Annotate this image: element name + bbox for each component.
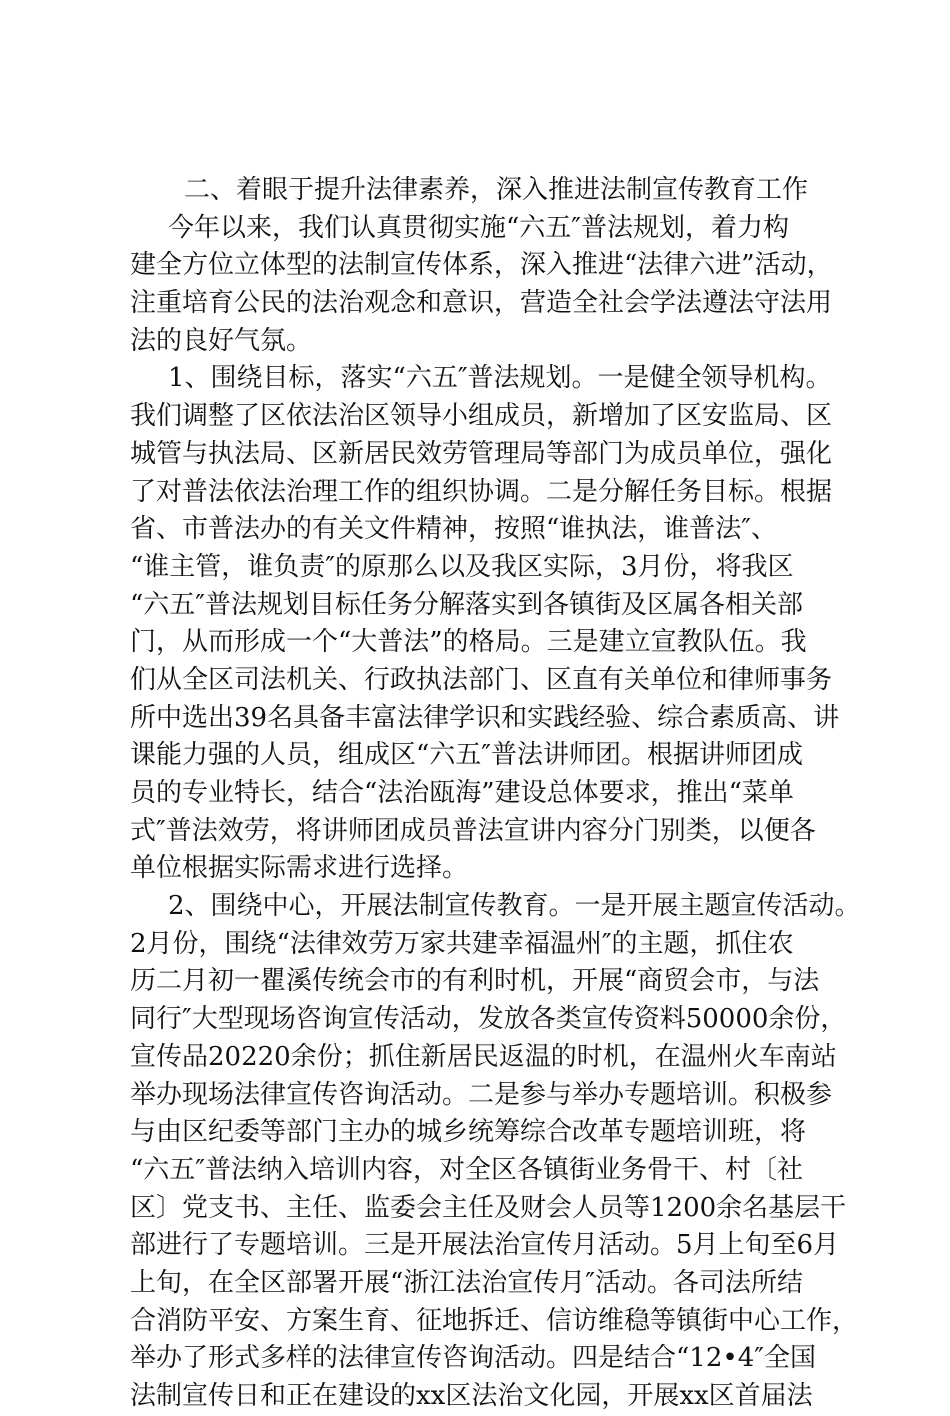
- paragraph-2-line-6: “谁主管，谁负责″的原那么以及我区实际，3月份，将我区: [130, 551, 794, 582]
- paragraph-3-line-8: “六五″普法纳入培训内容，对全区各镇街业务骨干、村〔社: [130, 1154, 804, 1185]
- paragraph-1-line-4: 法的良好气氛。: [130, 325, 313, 356]
- paragraph-1-line-2: 建全方位立体型的法制宣传体系，深入推进“法律六进”活动，: [130, 250, 833, 281]
- paragraph-3-line-14: 法制宣传日和正在建设的xx区法治文化园，开展xx区首届法: [130, 1381, 813, 1411]
- paragraph-2-line-9: 们从全区司法机关、行政执法部门、区直有关单位和律师事务: [130, 664, 833, 695]
- paragraph-3-line-7: 与由区纪委等部门主办的城乡统筹综合改革专题培训班，将: [130, 1117, 807, 1148]
- paragraph-1-line-1: 今年以来，我们认真贯彻实施“六五″普法规划，着力构: [168, 212, 790, 243]
- section-heading: 二、着眼于提升法律素养，深入推进法制宣传教育工作: [184, 175, 809, 205]
- paragraph-2-line-14: 单位根据实际需求进行选择。: [130, 853, 469, 884]
- paragraph-2-line-5: 省、市普法办的有关文件精神，按照“谁执法，谁普法″、: [130, 514, 778, 545]
- paragraph-1-line-3: 注重培育公民的法治观念和意识，营造全社会学法遵法守法用: [130, 288, 833, 319]
- paragraph-2-line-10: 所中选出39名具备丰富法律学识和实践经验、综合素质高、讲: [130, 702, 840, 733]
- paragraph-2-line-3: 城管与执法局、区新居民效劳管理局等部门为成员单位，强化: [130, 438, 833, 469]
- paragraph-3-line-4: 同行″大型现场咨询宣传活动，发放各类宣传资料50000余份，: [130, 1004, 847, 1035]
- paragraph-2-line-7: “六五″普法规划目标任务分解落实到各镇街及区属各相关部: [130, 589, 804, 620]
- paragraph-2-line-13: 式″普法效劳，将讲师团成员普法宣讲内容分门别类，以便各: [130, 815, 816, 846]
- paragraph-2-line-12: 员的专业特长，结合“法治瓯海”建设总体要求，推出“菜单: [130, 778, 794, 808]
- paragraph-3-line-1: 2、围绕中心，开展法制宣传教育。一是开展主题宣传活动。: [168, 891, 861, 922]
- paragraph-3-line-12: 合消防平安、方案生育、征地拆迁、信访维稳等镇街中心工作，: [130, 1305, 859, 1336]
- paragraph-3-line-13: 举办了形式多样的法律宣传咨询活动。四是结合“12•4″全国: [130, 1343, 816, 1374]
- document-body: [130, 172, 861, 1416]
- paragraph-2-line-4: 了对普法依法治理工作的组织协调。二是分解任务目标。根据: [130, 476, 833, 507]
- paragraph-3-line-9: 区〕党支书、主任、监委会主任及财会人员等1200余名基层干: [130, 1192, 847, 1223]
- paragraph-2-line-8: 门，从而形成一个“大普法”的格局。三是建立宣教队伍。我: [130, 627, 807, 658]
- paragraph-3-line-10: 部进行了专题培训。三是开展法治宣传月活动。5月上旬至6月: [130, 1230, 840, 1261]
- paragraph-2-line-11: 课能力强的人员，组成区“六五″普法讲师团。根据讲师团成: [130, 740, 804, 771]
- paragraph-3-line-3: 历二月初一瞿溪传统会市的有利时机，开展“商贸会市，与法: [130, 966, 820, 997]
- paragraph-3-line-6: 举办现场法律宣传咨询活动。二是参与举办专题培训。积极参: [130, 1079, 833, 1110]
- paragraph-3-line-2: 2月份，围绕“法律效劳万家共建幸福温州″的主题，抓住农: [130, 928, 794, 959]
- paragraph-3-line-5: 宣传品20220余份；抓住新居民返温的时机，在温州火车南站: [130, 1041, 837, 1072]
- paragraph-3-line-11: 上旬，在全区部署开展“浙江法治宣传月″活动。各司法所结: [130, 1267, 804, 1298]
- paragraph-2-line-1: 1、围绕目标，落实“六五″普法规划。一是健全领导机构。: [168, 363, 832, 394]
- paragraph-2-line-2: 我们调整了区依法治区领导小组成员，新增加了区安监局、区: [130, 401, 833, 432]
